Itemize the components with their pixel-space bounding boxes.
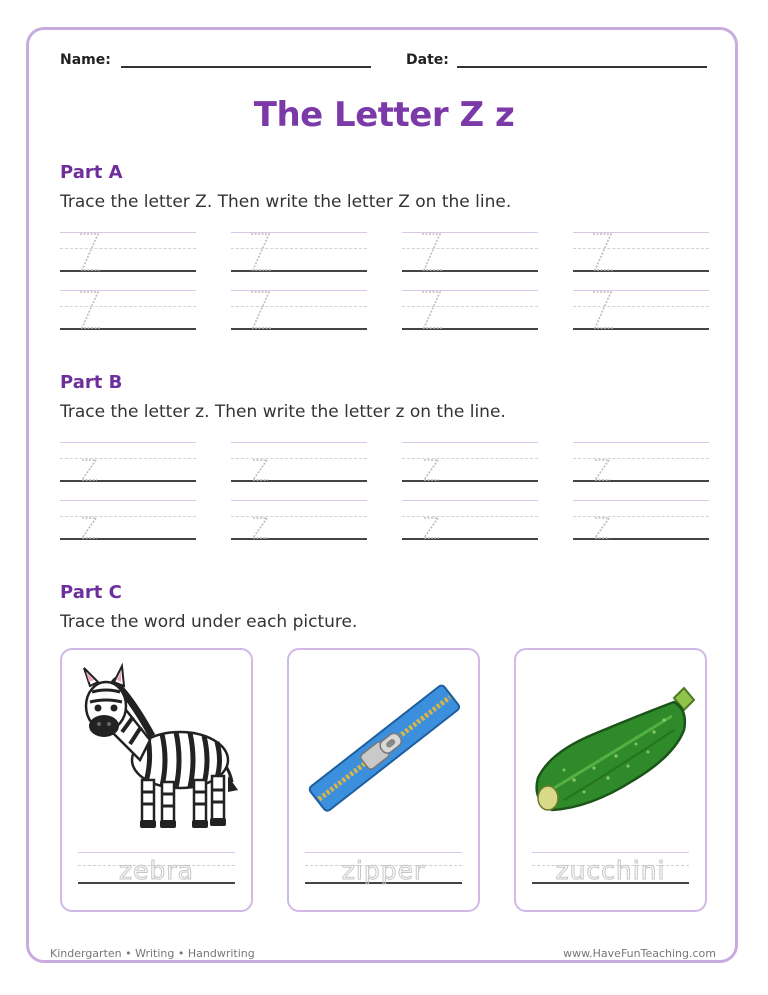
zipper-image [297, 660, 470, 835]
part-c-title: Part C [60, 582, 122, 603]
date-line[interactable] [457, 66, 707, 68]
part-a-instruction: Trace the letter Z. Then write the letter Z on the line. [60, 192, 512, 212]
trace-letter-glyph [231, 290, 271, 330]
zucchini-card [514, 648, 707, 912]
zipper-guide-top [305, 852, 462, 853]
trace-letter-glyph [60, 290, 100, 330]
page-title: The Letter Z z [253, 95, 515, 135]
lowercase-tracing-line[interactable] [573, 442, 709, 482]
trace-letter-glyph [231, 500, 271, 540]
uppercase-tracing-line[interactable] [402, 290, 538, 330]
zucchini-image [524, 660, 697, 835]
lowercase-tracing-line[interactable] [402, 442, 538, 482]
lowercase-tracing-line[interactable] [60, 442, 196, 482]
trace-letter-glyph [573, 500, 613, 540]
date-label: Date: [406, 52, 449, 68]
trace-letter-glyph [402, 290, 442, 330]
trace-letter-glyph [60, 442, 100, 482]
footer-website-link[interactable]: www.HaveFunTeaching.com [563, 947, 716, 960]
part-a-title: Part A [60, 162, 123, 183]
zebra-image [70, 660, 243, 835]
trace-letter-glyph [573, 232, 613, 272]
zipper-card [287, 648, 480, 912]
trace-letter-glyph [402, 500, 442, 540]
name-line[interactable] [121, 66, 371, 68]
trace-letter-glyph [573, 442, 613, 482]
lowercase-tracing-line[interactable] [231, 442, 367, 482]
trace-letter-glyph [231, 232, 271, 272]
uppercase-tracing-line[interactable] [573, 232, 709, 272]
uppercase-tracing-line[interactable] [402, 232, 538, 272]
trace-letter-glyph [60, 500, 100, 540]
trace-letter-glyph [402, 232, 442, 272]
uppercase-tracing-line[interactable] [231, 232, 367, 272]
lowercase-tracing-line[interactable] [231, 500, 367, 540]
trace-letter-glyph [573, 290, 613, 330]
trace-letter-glyph [60, 232, 100, 272]
part-b-title: Part B [60, 372, 123, 393]
trace-letter-glyph [402, 442, 442, 482]
name-label: Name: [60, 52, 111, 68]
zebra-guide-top [78, 852, 235, 853]
zucchini-trace-word[interactable]: zucchini [555, 856, 666, 885]
zucchini-guide-top [532, 852, 689, 853]
trace-letter-glyph [231, 442, 271, 482]
lowercase-tracing-line[interactable] [402, 500, 538, 540]
zebra-trace-word[interactable]: zebra [119, 856, 194, 885]
zebra-card [60, 648, 253, 912]
uppercase-tracing-line[interactable] [231, 290, 367, 330]
uppercase-tracing-line[interactable] [60, 232, 196, 272]
uppercase-tracing-line[interactable] [573, 290, 709, 330]
footer-categories: Kindergarten • Writing • Handwriting [50, 947, 255, 960]
zipper-trace-word[interactable]: zipper [341, 856, 426, 885]
uppercase-tracing-line[interactable] [60, 290, 196, 330]
part-b-instruction: Trace the letter z. Then write the letter z on the line. [60, 402, 506, 422]
lowercase-tracing-line[interactable] [573, 500, 709, 540]
part-c-instruction: Trace the word under each picture. [60, 612, 358, 632]
lowercase-tracing-line[interactable] [60, 500, 196, 540]
